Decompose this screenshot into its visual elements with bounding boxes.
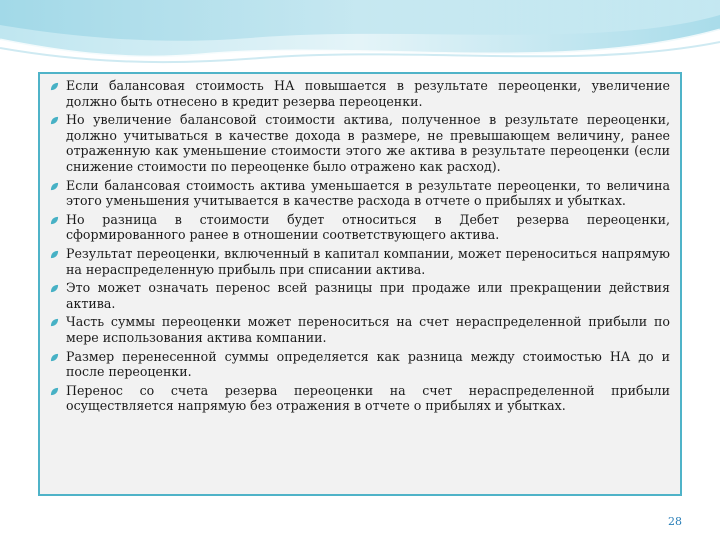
leaf-bullet-icon [50,216,59,225]
bullet-list [40,74,680,414]
bullet-text: Перенос со счета резерва переоценки на счет нераспределенной прибыли осуществляется напрямую без отражения в отчете о прибылях и убытках. [66,382,670,414]
list-item [50,349,670,380]
list-item [50,178,670,209]
leaf-bullet-icon [50,284,59,293]
bullet-text: Но увеличение балансовой стоимости актива, полученное в результате переоценки, должно учитываться в качестве дохода в размере, не превышающем величину, ранее отраженную как уменьшение стоимости этого же актива в результате переоценки (если снижение стоимости по переоценке было отражено как расход). [66,112,670,174]
leaf-bullet-icon [50,82,59,91]
bullet-text: Если балансовая стоимость актива уменьшается в результате переоценки, то величина этого уменьшения учитывается в качестве расхода в отчете о прибылях и убытках. [66,177,670,209]
content-box [38,72,682,496]
list-item [50,112,670,174]
leaf-bullet-icon [50,318,59,327]
list-item [50,78,670,109]
bullet-text: Размер перенесенной суммы определяется как разница между стоимостью НА до и после переоценки. [66,348,670,380]
bullet-text: Часть суммы переоценки может переноситься на счет нераспределенной прибыли по мере использования актива компании. [66,314,670,345]
list-item [50,280,670,311]
list-item [50,383,670,414]
bullet-text: Если балансовая стоимость НА повышается в результате переоценки, увеличение должно быть отнесено в кредит резерва переоценки. [66,78,670,109]
bullet-text: Результат переоценки, включенный в капитал компании, может переноситься напрямую на нераспределенную прибыль при списании актива. [66,245,670,277]
header-wave-decoration [0,0,720,80]
list-item [50,246,670,277]
list-item [50,212,670,243]
leaf-bullet-icon [50,250,59,259]
leaf-bullet-icon [50,353,59,362]
leaf-bullet-icon [50,116,59,125]
page-number: 28 [668,515,682,528]
bullet-text: Но разница в стоимости будет относиться в Дебет резерва переоценки, сформированного ранее в отношении соответствующего актива. [66,211,670,243]
leaf-bullet-icon [50,182,59,191]
leaf-bullet-icon [50,387,59,396]
list-item [50,314,670,345]
bullet-text: Это может означать перенос всей разницы при продаже или прекращении действия актива. [66,280,670,311]
